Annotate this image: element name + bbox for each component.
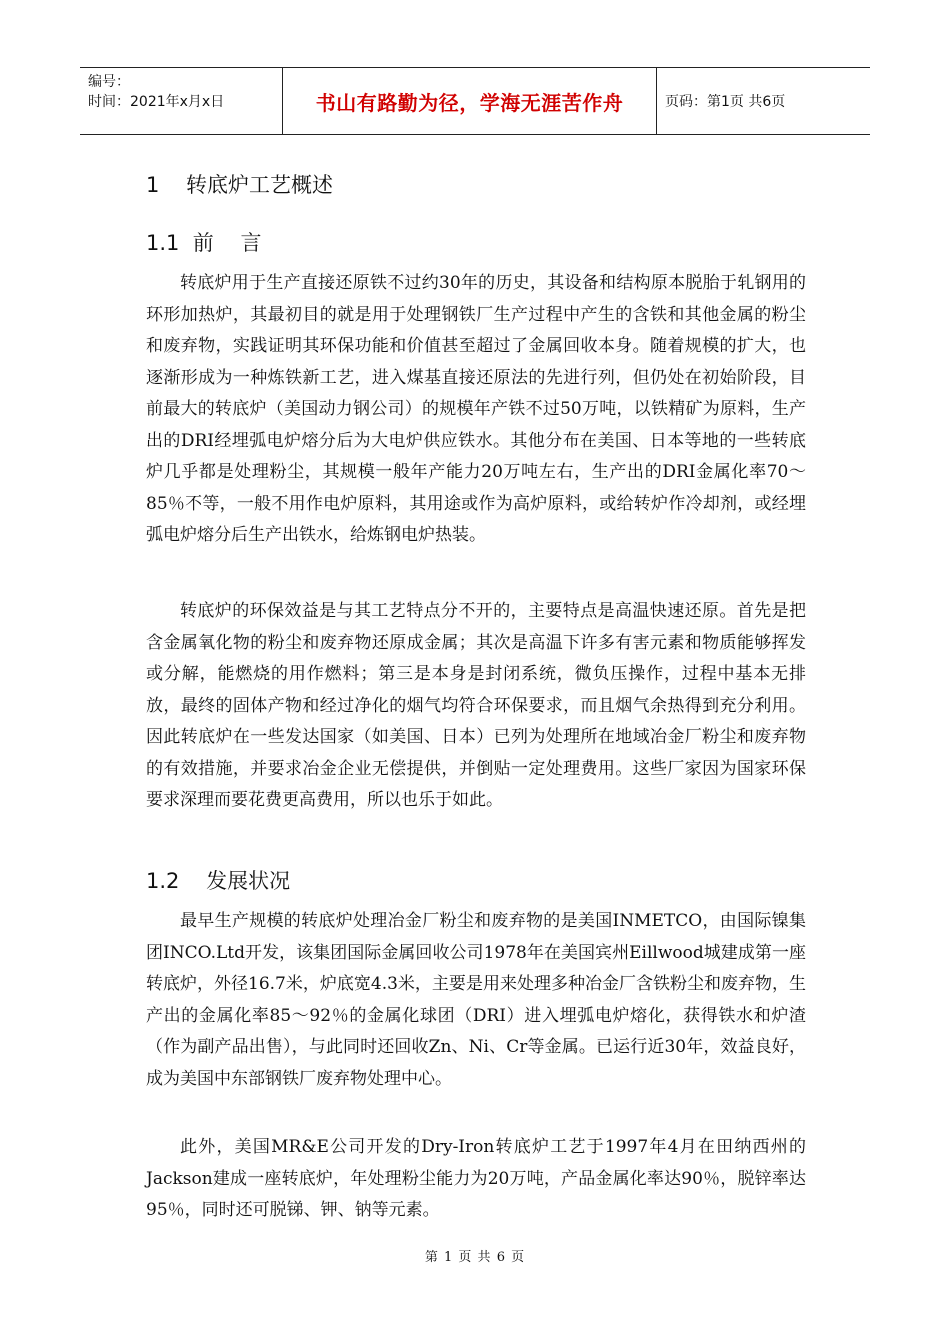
paragraph-intro: 转底炉用于生产直接还原铁不过约30年的历史，其设备和结构原本脱胎于轧钢用的环形加热炉，其最初目的就是用于处理钢铁厂生产过程中产生的含铁和其他金属的粉尘和废弃物，实践证明其环保功能和价值甚至超过了金属回收本身。随着规模的扩大，也逐渐形成为一种炼铁新工艺，进入煤基直接还原法的先进行列，但仍处在初始阶段，目前最大的转底炉（美国动力钢公司）的规模年产铁不过50万吨，以铁精矿为原料，生产出的DRI经埋弧电炉熔分后为大电炉供应铁水。其他分布在美国、日本等地的一些转底炉几乎都是处理粉尘，其规模一般年产能力20万吨左右，生产出的DRI金属化率70～85％不等，一般不用作电炉原料，其用途或作为高炉原料，或给转炉作冷却剂，或经埋弧电炉熔分后生产出铁水，给炼钢电炉热装。 [146, 273, 806, 545]
page-footer: 第 1 页 共 6 页 [424, 1250, 526, 1265]
header-meta [80, 68, 283, 134]
paragraph-environmental-benefits: 转底炉的环保效益是与其工艺特点分不开的，主要特点是高温快速还原。首先是把含金属氧化物的粉尘和废弃物还原成金属；其次是高温下许多有害元素和物质能够挥发或分解，能燃烧的用作燃料；第三是本身是封闭系统，微负压操作，过程中基本无排放，最终的固体产物和经过净化的烟气均符合环保要求，而且烟气余热得到充分利用。因此转底炉在一些发达国家（如美国、日本）已列为处理所在地域冶金厂粉尘和废弃物的有效措施，并要求冶金企业无偿提供，并倒贴一定处理费用。这些厂家因为国家环保要求深理而要花费更高费用，所以也乐于如此。 [146, 601, 806, 810]
header-motto: 书山有路勤为径，学海无涯苦作舟 [283, 68, 657, 134]
document-date: 时间：2021年x月x日 [88, 94, 225, 110]
section-heading-1: 1 转底炉工艺概述 [146, 173, 334, 197]
paragraph-dry-iron: 此外，美国MR&E公司开发的Dry-Iron转底炉工艺于1997年4月在田纳西州的Jackson建成一座转底炉，年处理粉尘能力为20万吨，产品金属化率达90％，脱锌率达95％，同时还可脱锑、钾、钠等元素。 [146, 1137, 806, 1220]
section-heading-1-2: 1.2 发展状况 [146, 869, 291, 893]
page-header [80, 67, 870, 135]
document-number-label: 编号： [88, 74, 130, 90]
section-heading-1-1: 1.1 前 言 [146, 231, 262, 255]
header-page-info: 页码：第1页 共6页 [665, 94, 786, 110]
paragraph-inmetco: 最早生产规模的转底炉处理冶金厂粉尘和废弃物的是美国INMETCO，由国际镍集团INCO.Ltd开发，该集团国际金属回收公司1978年在美国宾州Eillwood城建成第一座转底炉，外径16.7米，炉底宽4.3米，主要是用来处理多种冶金厂含铁粉尘和废弃物，生产出的金属化率85～92％的金属化球团（DRI）进入埋弧电炉熔化，获得铁水和炉渣（作为副产品出售），与此同时还回收Zn、Ni、Cr等金属。已运行近30年，效益良好，成为美国中东部钢铁厂废弃物处理中心。 [146, 911, 806, 1089]
